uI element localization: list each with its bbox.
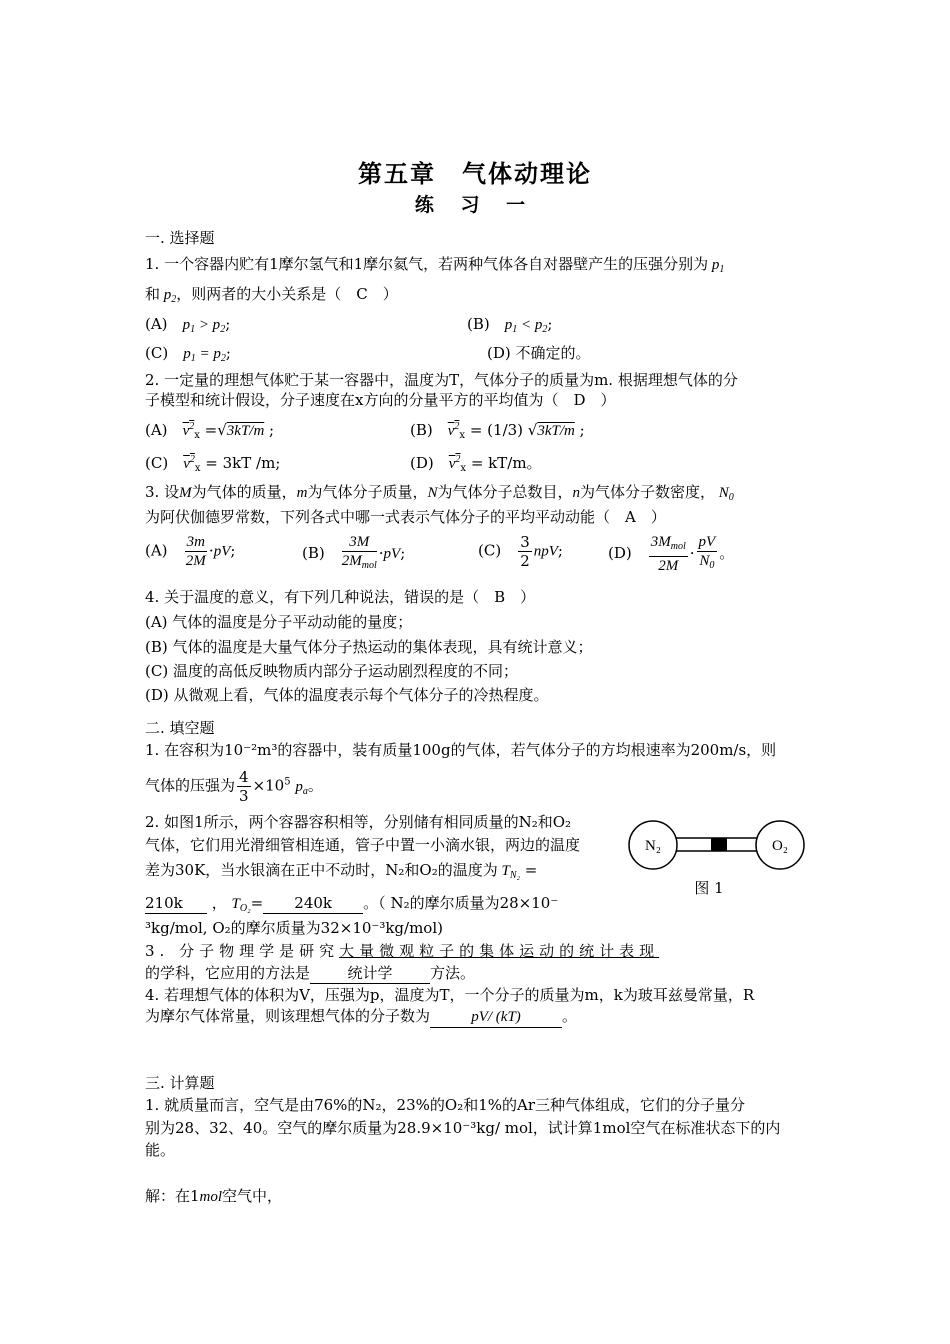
question-line: 子模型和统计假设，分子速度在x方向的分量平方的平均值为（ D ） bbox=[145, 391, 616, 409]
option-b: (B) $v^2_x = (1/3)$ √3kT/m ; bbox=[410, 421, 585, 441]
option-c: (C) $p_1 = p_2$; bbox=[145, 344, 231, 364]
option-a: (A) $v^2_x =√3kT/m$ ; bbox=[145, 421, 275, 441]
question-line: 2. 一定量的理想气体贮于某一容器中，温度为T，气体分子的质量为m. 根据理想气体的分 bbox=[145, 371, 738, 389]
question-line: 和 $p_2$，则两者的大小关系是（ C ） bbox=[145, 285, 398, 305]
option-a: (A) 气体的温度是分子平动动能的量度； bbox=[145, 613, 413, 631]
exercise-title: 练 习 一 bbox=[414, 194, 536, 216]
option-d: (D) $v^2_x = kT/m$。 bbox=[410, 454, 542, 474]
option-a: (A) $p_1 > p_2$; bbox=[145, 315, 231, 335]
option-a: (A) $\frac{3m}{2M}$ ·pV; bbox=[145, 534, 236, 569]
question-line: 为阿伏伽德罗常数，下列各式中哪一式表示气体分子的平均平动动能（ A ） bbox=[145, 508, 666, 526]
option-c: (C) 温度的高低反映物质内部分子运动剧烈程度的不同； bbox=[145, 662, 518, 680]
question-line: 210k ， $T_{O_2}= 240k$ 。（ N₂的摩尔质量为28×10⁻ bbox=[145, 894, 559, 914]
answer-blank: pV/ (kT) bbox=[430, 1007, 562, 1028]
question-line: ³kg/mol, O₂的摩尔质量为32×10⁻³kg/mol) bbox=[145, 919, 443, 937]
question-line: 别为28、32、40。空气的摩尔质量为28.9×10⁻³kg/ mol，试计算1mol空气在标准状态下的内 bbox=[145, 1119, 781, 1137]
question-line: 的学科，它应用的方法是 统计学 方法。 bbox=[145, 964, 476, 982]
question-line: 4. 关于温度的意义，有下列几种说法，错误的是（ B ） bbox=[145, 588, 536, 606]
answer-blank: 统计学 bbox=[310, 963, 430, 984]
option-d: (D) 不确定的。 bbox=[487, 344, 591, 362]
option-c: (C) $v^2_x = 3kT$ /m; bbox=[145, 454, 281, 474]
question-line: 气体的压强为 $\frac{4}{3}$ $\times 10^5$ $p_a$。 bbox=[145, 768, 323, 805]
mercury-drop bbox=[711, 838, 727, 851]
answer-blank: 210k bbox=[145, 893, 207, 914]
section-heading: 二. 填空题 bbox=[145, 719, 215, 737]
section-heading: 三. 计算题 bbox=[145, 1074, 215, 1092]
option-b: (B) 气体的温度是大量气体分子热运动的集体表现，具有统计意义； bbox=[145, 638, 593, 656]
two-container-diagram bbox=[625, 818, 810, 898]
question-line: 3. 分子物理学是研究大量微观粒子的集体运动的统计表现 bbox=[145, 942, 660, 960]
o2-label: O₂ bbox=[771, 838, 789, 854]
question-line: 差为30K，当水银滴在正中不动时，N₂和O₂的温度为 $T_{N_2}$ = bbox=[145, 861, 538, 881]
option-b: (B) $\frac{3M}{2M_{mol}}$ ·pV; bbox=[302, 534, 406, 571]
question-line: 能。 bbox=[145, 1141, 176, 1159]
question-line: 1. 一个容器内贮有1摩尔氢气和1摩尔氦气，若两种气体各自对器壁产生的压强分别为 $p_1$ bbox=[145, 255, 725, 275]
figure-caption: 图 1 bbox=[694, 879, 724, 897]
option-d: (D) $\frac{3M_{mol}}{2M}$ · $\frac{pV}{N_0}$ 。 bbox=[608, 534, 735, 574]
question-line: 1. 在容积为10⁻²m³的容器中，装有质量100g的气体，若气体分子的方均根速率为200m/s，则 bbox=[145, 741, 777, 759]
question-line: 1. 就质量而言，空气是由76%的N₂，23%的O₂和1%的Ar三种气体组成，它们的分子量分 bbox=[145, 1096, 746, 1114]
question-line: 气体，它们用光滑细管相连通，管子中置一小滴水银，两边的温度 bbox=[145, 836, 581, 854]
n2-label: N₂ bbox=[644, 838, 662, 854]
section-heading: 一. 选择题 bbox=[145, 229, 215, 247]
question-line: 2. 如图1所示，两个容器容积相等，分别储有相同质量的N₂和O₂ bbox=[145, 813, 572, 831]
question-line: 3. 设M为气体的质量，m为气体分子质量，N为气体分子总数目，n为气体分子数密度， $N_0$ bbox=[145, 483, 734, 503]
option-d: (D) 从微观上看，气体的温度表示每个气体分子的冷热程度。 bbox=[145, 686, 549, 704]
answer-blank: 240k bbox=[263, 893, 363, 914]
chapter-title: 第五章 气体动理论 bbox=[358, 159, 592, 188]
question-line: 为摩尔气体常量，则该理想气体的分子数为 pV/ (kT) 。 bbox=[145, 1006, 577, 1028]
question-line: 4. 若理想气体的体积为V，压强为p，温度为T，一个分子的质量为m，k为玻耳兹曼常量，R bbox=[145, 986, 755, 1004]
solution-line: 解：在1mol空气中， bbox=[145, 1187, 283, 1205]
option-b: (B) $p_1 < p_2$; bbox=[467, 315, 553, 335]
option-c: (C) $\frac{3}{2}$ npV; bbox=[478, 533, 563, 570]
